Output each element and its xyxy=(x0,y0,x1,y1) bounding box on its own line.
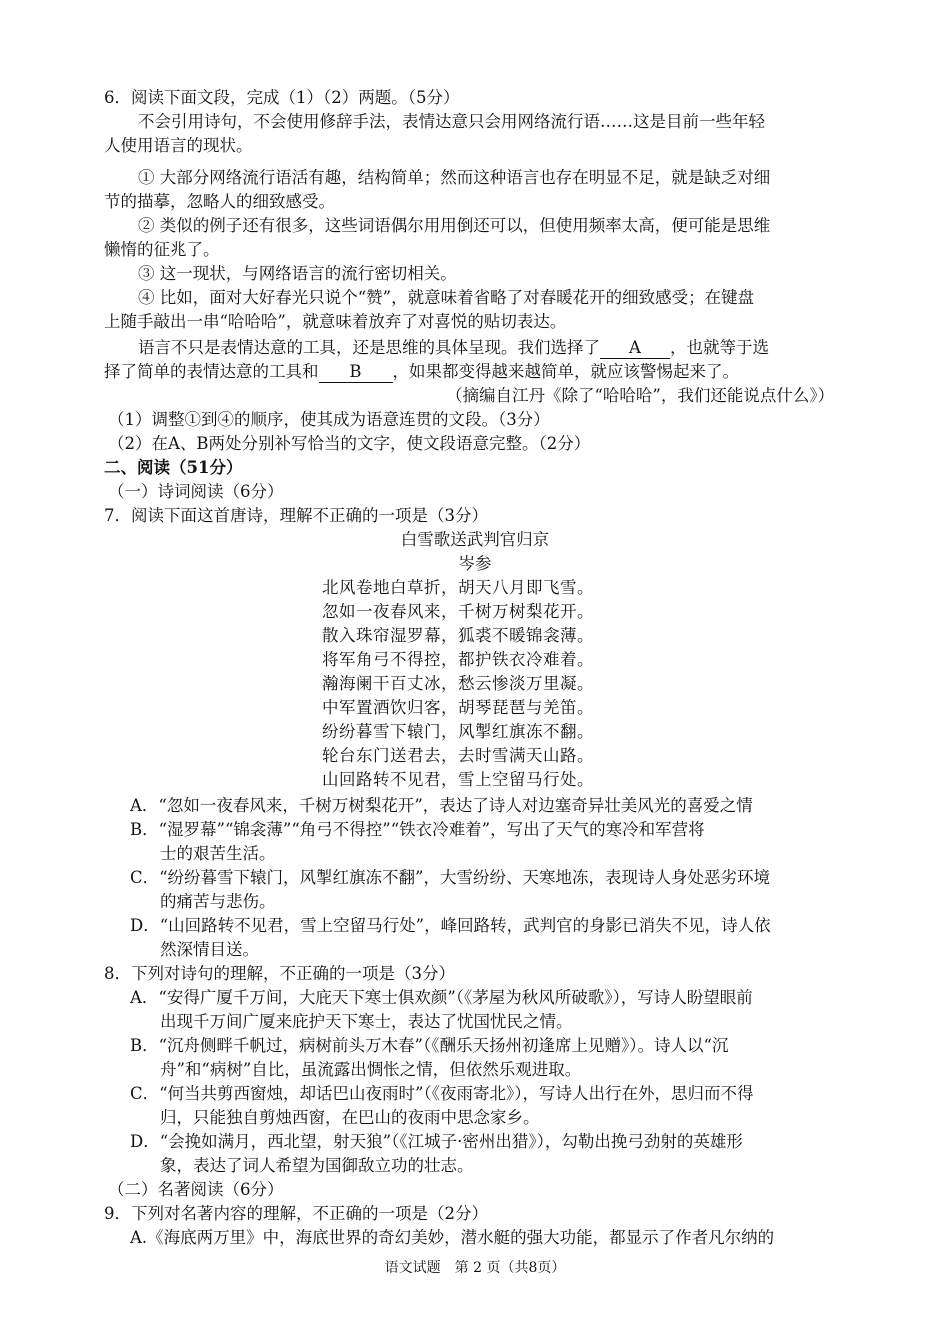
q7-option-b-line1: B．“湿罗幕”“锦衾薄”“角弓不得控”“铁衣冷难着”，写出了天气的寒冷和军营将 xyxy=(130,820,705,839)
q7-option-d-line2: 然深情目送。 xyxy=(160,940,259,959)
q6-source: （摘编自江丹《除了“哈哈哈”，我们还能说点什么》） xyxy=(446,386,835,405)
part-heading-classics: （二）名著阅读（6分） xyxy=(108,1180,284,1199)
q8-option-a-line1: A．“安得广厦千万间，大庇天下寒士俱欢颜”（《茅屋为秋风所破歌》），写诗人盼望眼前 xyxy=(130,988,753,1007)
q6-conclusion-text2: ，也就等于选 xyxy=(670,338,769,357)
poem-line: 轮台东门送君去，去时雪满天山路。 xyxy=(322,746,594,765)
q8-option-c-line2: 归，只能独自剪烛西窗，在巴山的夜雨中思念家乡。 xyxy=(160,1108,540,1127)
poem-line: 将军角弓不得控，都护铁衣冷难着。 xyxy=(322,650,594,669)
q6-sentence2-line1: ② 类似的例子还有很多，这些词语偶尔用用倒还可以，但使用频率太高，便可能是思维 xyxy=(138,216,771,235)
poem-line: 忽如一夜春风来，千树万树梨花开。 xyxy=(322,602,594,621)
page-footer: 语文试题 第 2 页（共8页） xyxy=(384,1260,566,1276)
q7-option-c-line2: 的痛苦与悲伤。 xyxy=(160,892,276,911)
q6-conclusion-text4: ，如果都变得越来越简单，就应该警惕起来了。 xyxy=(392,362,739,381)
q8-option-b-line1: B．“沉舟侧畔千帆过，病树前头万木春”（《酬乐天扬州初逢席上见赠》）。诗人以“沉 xyxy=(130,1036,729,1055)
poem-line: 纷纷暮雪下辕门，风掣红旗冻不翻。 xyxy=(322,722,594,741)
q6-sentence4-line1: ④ 比如，面对大好春光只说个“赞”，就意味着省略了对春暖花开的细致感受；在键盘 xyxy=(138,288,755,307)
part-heading-poetry: （一）诗词阅读（6分） xyxy=(108,482,284,501)
section-heading-reading: 二、阅读（51分） xyxy=(104,458,243,477)
poem-line: 山回路转不见君，雪上空留马行处。 xyxy=(322,770,594,789)
q6-intro-line2: 人使用语言的现状。 xyxy=(104,136,253,155)
q6-subquestion-2: （2）在A、B两处分别补写恰当的文字，使文段语意完整。（2分） xyxy=(108,434,591,453)
q7-option-c-line1: C．“纷纷暮雪下辕门，风掣红旗冻不翻”，大雪纷纷、天寒地冻，表现诗人身处恶劣环境 xyxy=(130,868,770,887)
q6-sentence3: ③ 这一现状，与网络语言的流行密切相关。 xyxy=(138,264,457,283)
q6-intro-line1: 不会引用诗句，不会使用修辞手法，表情达意只会用网络流行语……这是目前一些年轻 xyxy=(138,112,765,131)
q6-conclusion-line2 xyxy=(104,360,739,384)
q6-sentence2-line2: 懒惰的征兆了。 xyxy=(104,240,220,259)
q6-stem: 6．阅读下面文段，完成（1）（2）两题。（5分） xyxy=(104,88,460,107)
q6-conclusion-text3: 择了简单的表情达意的工具和 xyxy=(104,362,319,381)
q6-conclusion-text1: 语言不只是表情达意的工具，还是思维的具体呈现。我们选择了 xyxy=(138,338,600,357)
poem-line: 中军置酒饮归客，胡琴琵琶与羌笛。 xyxy=(322,698,594,717)
poem-title: 白雪歌送武判官归京 xyxy=(400,530,550,549)
q7-stem: 7．阅读下面这首唐诗，理解不正确的一项是（3分） xyxy=(104,506,488,525)
q7-option-d-line1: D．“山回路转不见君，雪上空留马行处”，峰回路转，武判官的身影已消失不见，诗人依 xyxy=(130,916,771,935)
blank-a[interactable]: A xyxy=(600,338,670,359)
poem-line: 瀚海阑干百丈冰，愁云惨淡万里凝。 xyxy=(322,674,594,693)
blank-b[interactable]: B xyxy=(319,362,393,383)
poem-line: 北风卷地白草折，胡天八月即飞雪。 xyxy=(322,578,594,597)
q8-option-b-line2: 舟”和“病树”自比，虽流露出惆怅之情，但依然乐观进取。 xyxy=(160,1060,582,1079)
q8-option-d-line1: D．“会挽如满月，西北望，射天狼”（《江城子·密州出猎》），勾勒出挽弓劲射的英雄形 xyxy=(130,1132,743,1151)
q9-option-a-line1: A.《海底两万里》中，海底世界的奇幻美妙，潜水艇的强大功能，都显示了作者凡尔纳的 xyxy=(130,1228,775,1247)
poem-line: 散入珠帘湿罗幕，狐裘不暖锦衾薄。 xyxy=(322,626,594,645)
q6-subquestion-1: （1）调整①到④的顺序，使其成为语意连贯的文段。（3分） xyxy=(108,410,550,429)
q6-sentence1-line2: 节的描摹，忽略人的细致感受。 xyxy=(104,192,335,211)
q7-option-b-line2: 士的艰苦生活。 xyxy=(160,844,276,863)
q8-option-a-line2: 出现千万间广厦来庇护天下寒士，表达了忧国忧民之情。 xyxy=(160,1012,573,1031)
q8-option-c-line1: C．“何当共剪西窗烛，却话巴山夜雨时”（《夜雨寄北》），写诗人出行在外，思归而不得 xyxy=(130,1084,754,1103)
q6-conclusion-line1 xyxy=(138,336,769,360)
q8-option-d-line2: 象，表达了词人希望为国御敌立功的壮志。 xyxy=(160,1156,474,1175)
q7-option-a: A．“忽如一夜春风来，千树万树梨花开”，表达了诗人对边塞奇异壮美风光的喜爱之情 xyxy=(130,796,753,815)
q8-stem: 8．下列对诗句的理解，不正确的一项是（3分） xyxy=(104,964,455,983)
q9-stem: 9．下列对名著内容的理解，不正确的一项是（2分） xyxy=(104,1204,488,1223)
poem-author: 岑参 xyxy=(458,554,492,573)
q6-sentence1-line1: ① 大部分网络流行语活有趣，结构简单；然而这种语言也存在明显不足，就是缺乏对细 xyxy=(138,168,771,187)
q6-sentence4-line2: 上随手敲出一串“哈哈哈”，就意味着放弃了对喜悦的贴切表达。 xyxy=(104,312,567,331)
